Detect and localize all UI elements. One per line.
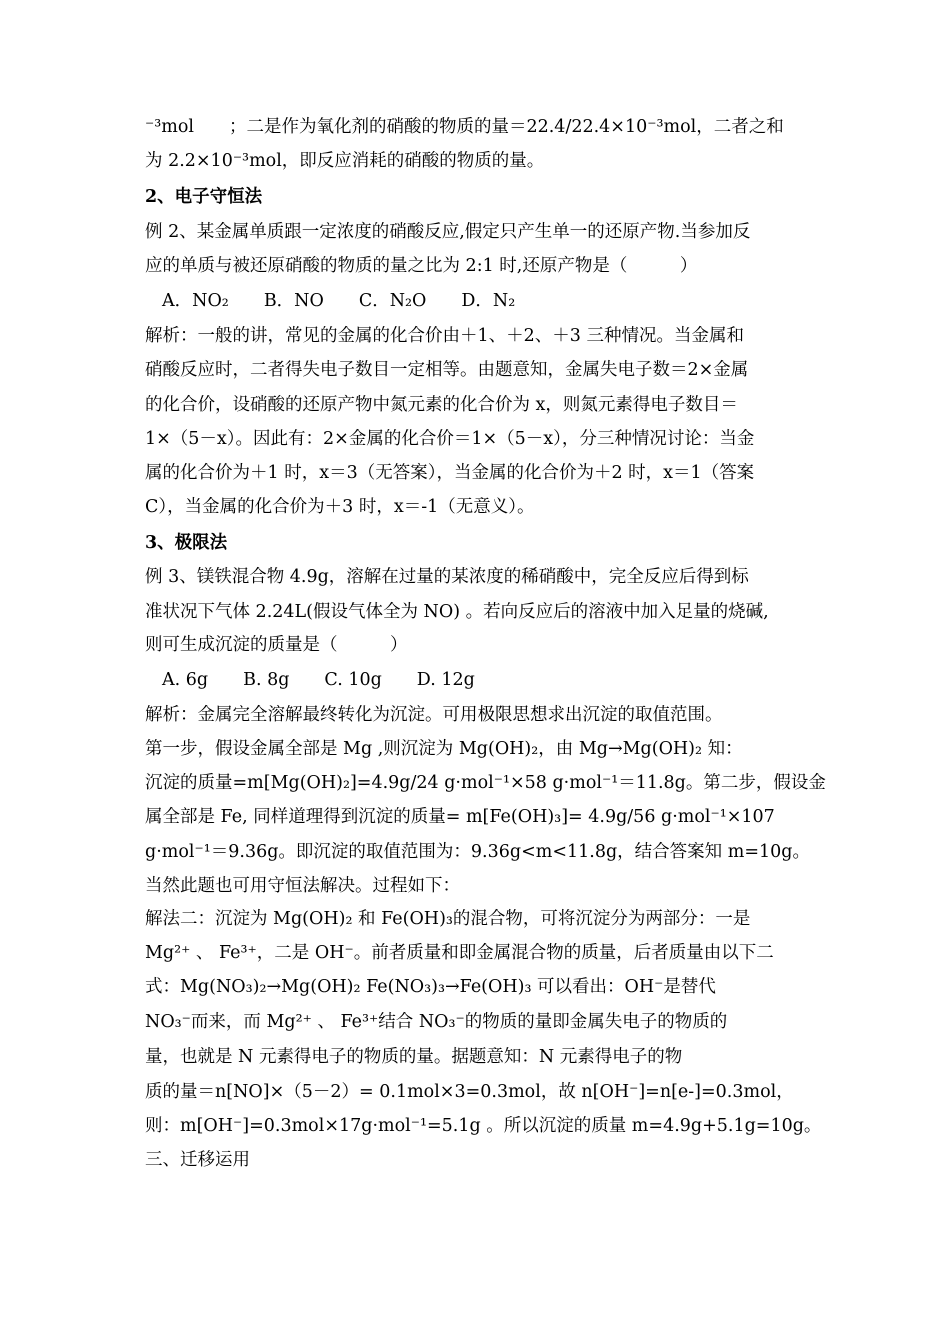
section-heading: 三、迁移运用	[145, 1150, 250, 1170]
text-line: Mg²⁺ 、 Fe³⁺，二是 OH⁻。前者质量和即金属混合物的质量，后者质量由以下二	[145, 943, 774, 963]
text-line: 第一步，假设金属全部是 Mg ,则沉淀为 Mg(OH)₂，由 Mg→Mg(OH)₂ 知：	[145, 739, 743, 759]
text-line: ⁻³mol ；二是作为氧化剂的硝酸的物质的量＝22.4/22.4×10⁻³mol，二者之和	[145, 117, 784, 137]
text-line: 属的化合价为＋1 时，x＝3（无答案），当金属的化合价为＋2 时，x＝1（答案	[145, 463, 755, 483]
text-line: 则可生成沉淀的质量是（ ）	[145, 635, 408, 655]
text-line: 量，也就是 N 元素得电子的物质的量。据题意知：N 元素得电子的物	[145, 1047, 683, 1067]
text-line: 解法二：沉淀为 Mg(OH)₂ 和 Fe(OH)₃的混合物，可将沉淀分为两部分：一是	[145, 909, 751, 929]
text-line: 属全部是 Fe, 同样道理得到沉淀的质量= m[Fe(OH)₃]= 4.9g/56 g·mol⁻¹×107	[145, 807, 775, 827]
text-line: 式：Mg(NO₃)₂→Mg(OH)₂ Fe(NO₃)₃→Fe(OH)₃ 可以看出：OH⁻是替代	[145, 977, 716, 997]
text-line: 沉淀的质量=m[Mg(OH)₂]=4.9g/24 g·mol⁻¹×58 g·mol⁻¹＝11.8g。第二步，假设金	[145, 773, 826, 793]
text-line: NO₃⁻而来，而 Mg²⁺ 、 Fe³⁺结合 NO₃⁻的物质的量即金属失电子的物质的	[145, 1012, 728, 1032]
text-line: 应的单质与被还原硝酸的物质的量之比为 2:1 时,还原产物是（ ）	[145, 256, 698, 276]
text-line: 质的量＝n[NO]×（5－2）= 0.1mol×3=0.3mol，故 n[OH⁻]=n[e-]=0.3mol，	[145, 1082, 794, 1102]
text-line: 准状况下气体 2.24L(假设气体全为 NO) 。若向反应后的溶液中加入足量的烧碱,	[145, 602, 769, 622]
text-line: 为 2.2×10⁻³mol，即反应消耗的硝酸的物质的量。	[145, 151, 545, 171]
section-heading: 2、电子守恒法	[145, 187, 263, 207]
text-line: 解析：一般的讲，常见的金属的化合价由＋1、＋2、＋3 三种情况。当金属和	[145, 326, 744, 346]
text-line: 例 2、某金属单质跟一定浓度的硝酸反应,假定只产生单一的还原产物.当参加反	[145, 222, 751, 242]
text-line: g·mol⁻¹＝9.36g。即沉淀的取值范围为：9.36g<m<11.8g，结合答案知 m=10g。	[145, 842, 810, 862]
text-line: C），当金属的化合价为＋3 时，x＝-1（无意义）。	[145, 497, 535, 517]
answer-options: A．NO₂ B．NO C．N₂O D．N₂	[162, 291, 516, 311]
text-line: 则：m[OH⁻]=0.3mol×17g·mol⁻¹=5.1g 。所以沉淀的质量 m=4.9g+5.1g=10g。	[145, 1116, 822, 1136]
text-line: 硝酸反应时，二者得失电子数目一定相等。由题意知，金属失电子数＝2×金属	[145, 360, 749, 380]
text-line: 例 3、镁铁混合物 4.9g，溶解在过量的某浓度的稀硝酸中，完全反应后得到标	[145, 567, 749, 587]
text-line: 1×（5－x）。因此有：2×金属的化合价＝1×（5－x），分三种情况讨论：当金	[145, 429, 755, 449]
text-line: 的化合价，设硝酸的还原产物中氮元素的化合价为 x，则氮元素得电子数目＝	[145, 395, 738, 415]
text-line: 解析：金属完全溶解最终转化为沉淀。可用极限思想求出沉淀的取值范围。	[145, 705, 723, 725]
answer-options: A. 6g B. 8g C. 10g D. 12g	[162, 670, 475, 690]
section-heading: 3、极限法	[145, 533, 228, 553]
text-line: 当然此题也可用守恒法解决。过程如下：	[145, 876, 460, 896]
